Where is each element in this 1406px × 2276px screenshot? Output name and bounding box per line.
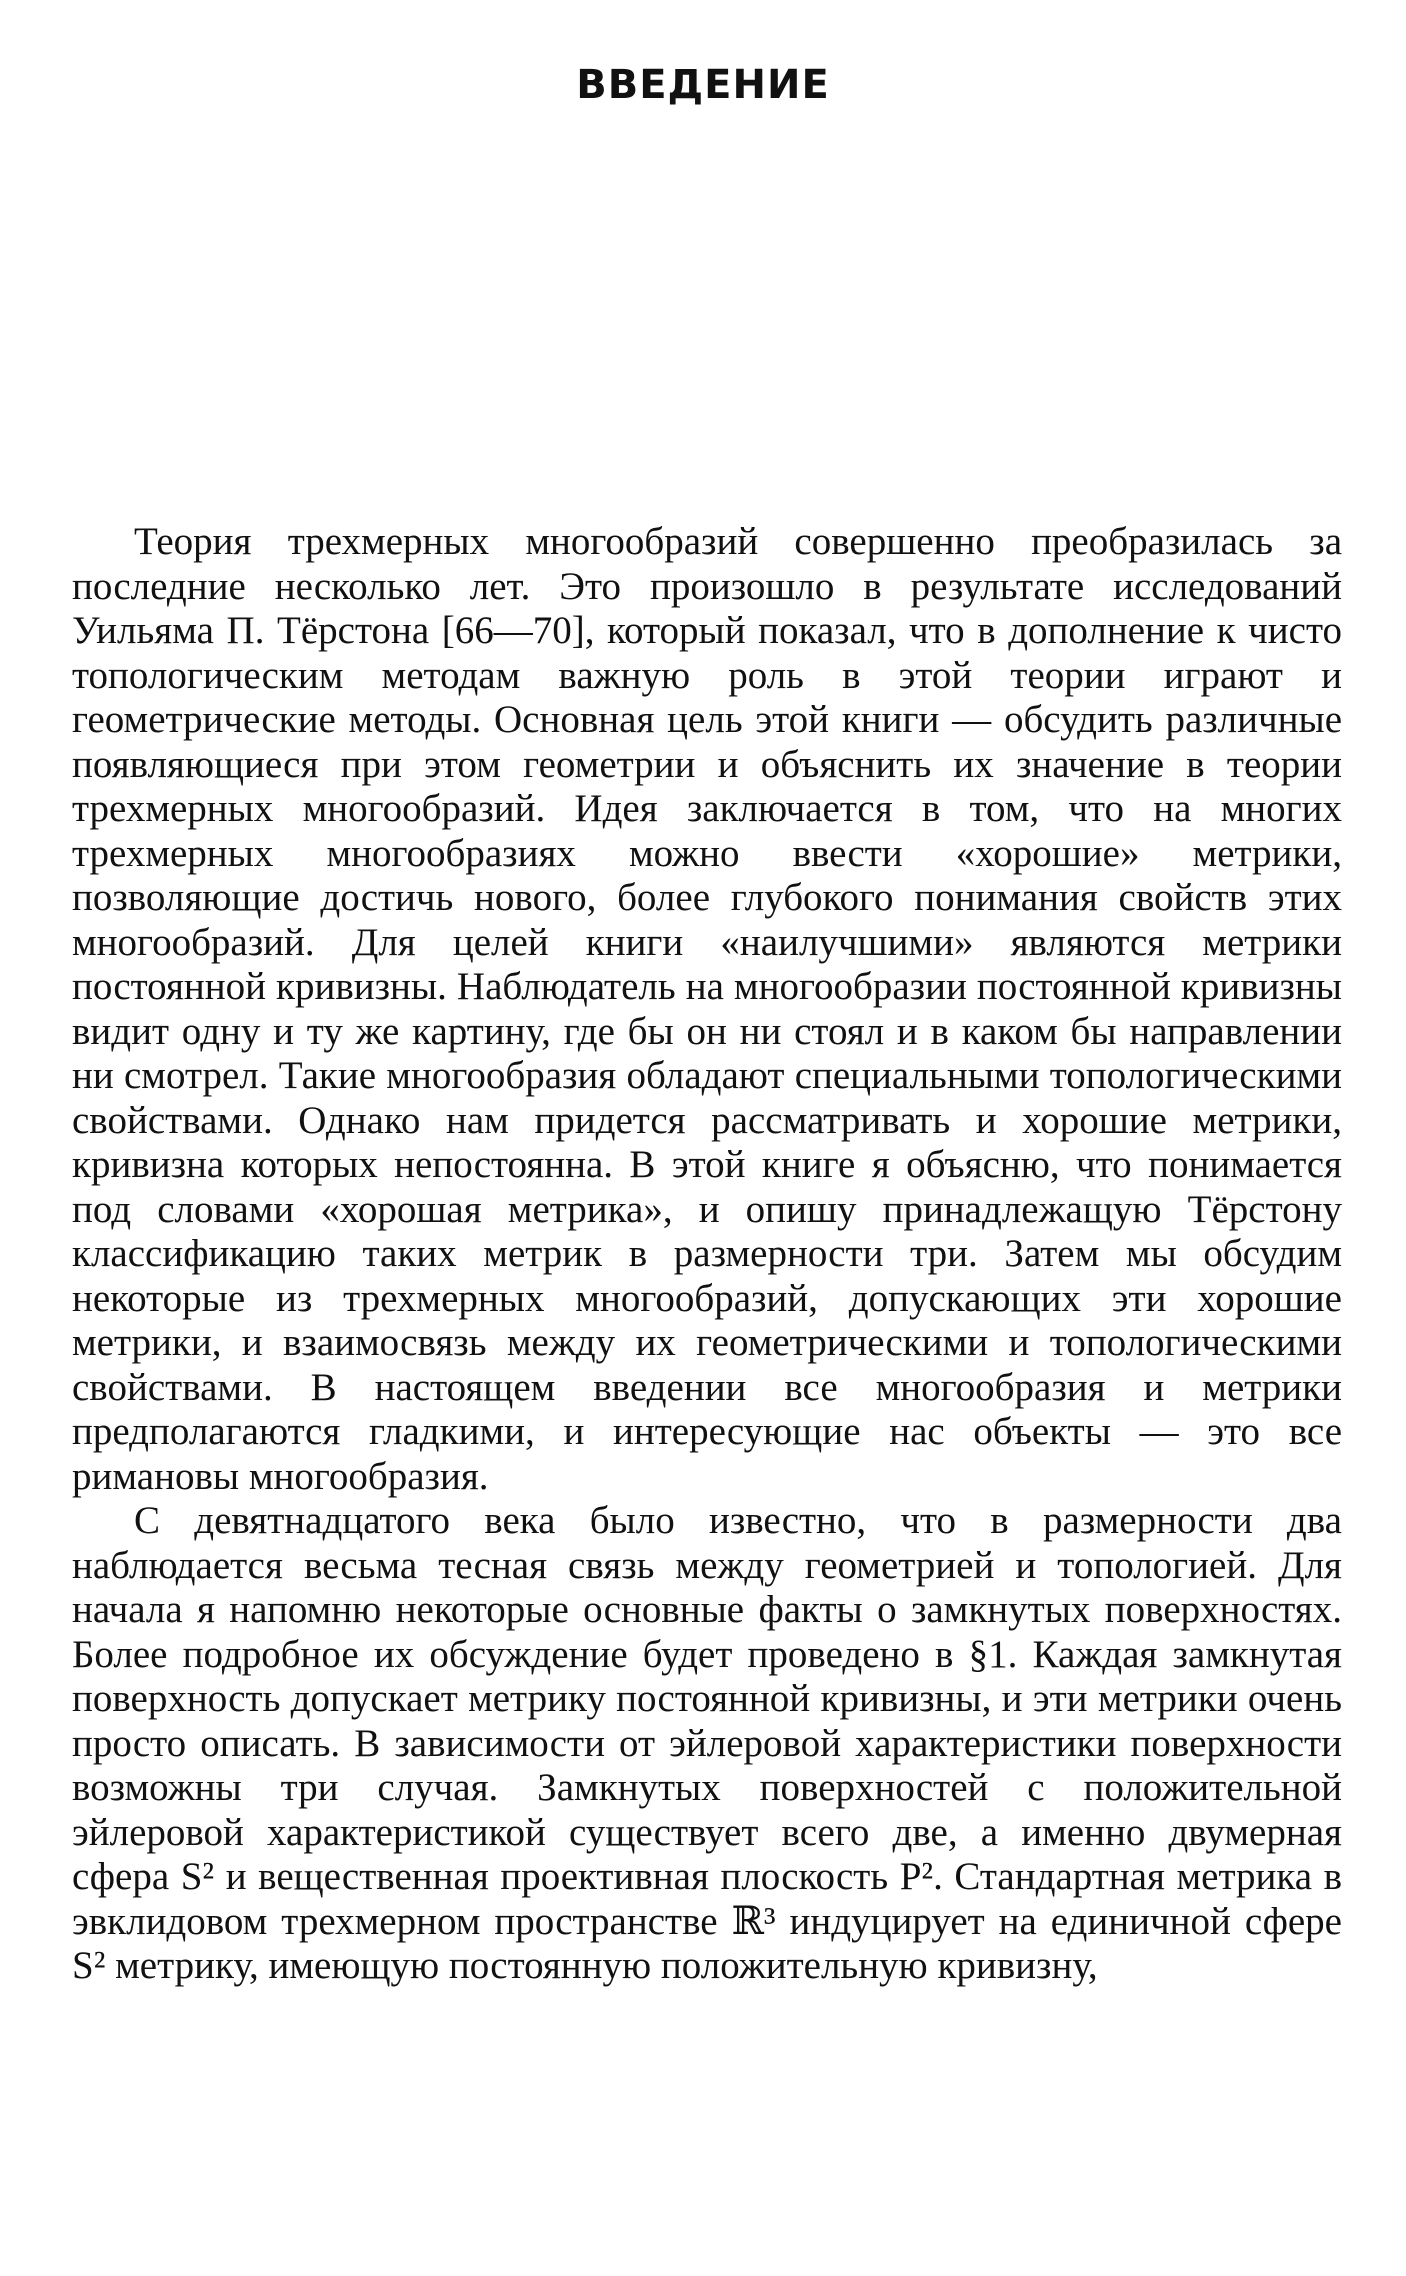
body-text xyxy=(72,520,1342,1989)
chapter-title: ВВЕДЕНИЕ xyxy=(576,62,830,108)
paragraph-2: С девятнадцатого века было известно, что в размерности два наблюдается весьма тесная связь между геометрией и топологией. Для начала я напомню некоторые основные факты о замкнутых поверхностях. Более подробное их обсуждение будет проведено в §1. Каждая замкнутая поверхность допускает метрику постоянной кривизны, и эти метрики очень просто описать. В зависимости от эйлеровой характеристики поверхности возможны три случая. Замкнутых поверхностей с положительной эйлеровой характеристикой существует всего две, а именно двумерная сфера S² и вещественная проективная плоскость P². Стандартная метрика в эвклидовом трехмерном пространстве ℝ³ индуцирует на единичной сфере S² метрику, имеющую постоянную положительную кривизну, xyxy=(72,1499,1342,1987)
paragraph-1: Теория трехмерных многообразий совершенно преобразилась за последние несколько лет. Это произошло в результате исследований Уильяма П. Тёрстона [66—70], который показал, что в дополнение к чисто топологическим методам важную роль в этой теории играют и геометрические методы. Основная цель этой книги — обсудить различные появляющиеся при этом геометрии и объяснить их значение в теории трехмерных многообразий. Идея заключается в том, что на многих трехмерных многообразиях можно ввести «хорошие» метрики, позволяющие достичь нового, более глубокого понимания свойств этих многообразий. Для целей книги «наилучшими» являются метрики постоянной кривизны. Наблюдатель на многообразии постоянной кривизны видит одну и ту же картину, где бы он ни стоял и в каком бы направлении ни смотрел. Такие многообразия обладают специальными топологическими свойствами. Однако нам придется рассматривать и хорошие метрики, кривизна которых непостоянна. В этой книге я объясню, что понимается под словами «хорошая метрика», и опишу принадлежащую Тёрстону классификацию таких метрик в размерности три. Затем мы обсудим некоторые из трехмерных многообразий, допускающих эти хорошие метрики, и взаимосвязь между их геометрическими и топологическими свойствами. В настоящем введении все многообразия и метрики предполагаются гладкими, и интересующие нас объекты — это все римановы многообразия. xyxy=(72,520,1342,1498)
